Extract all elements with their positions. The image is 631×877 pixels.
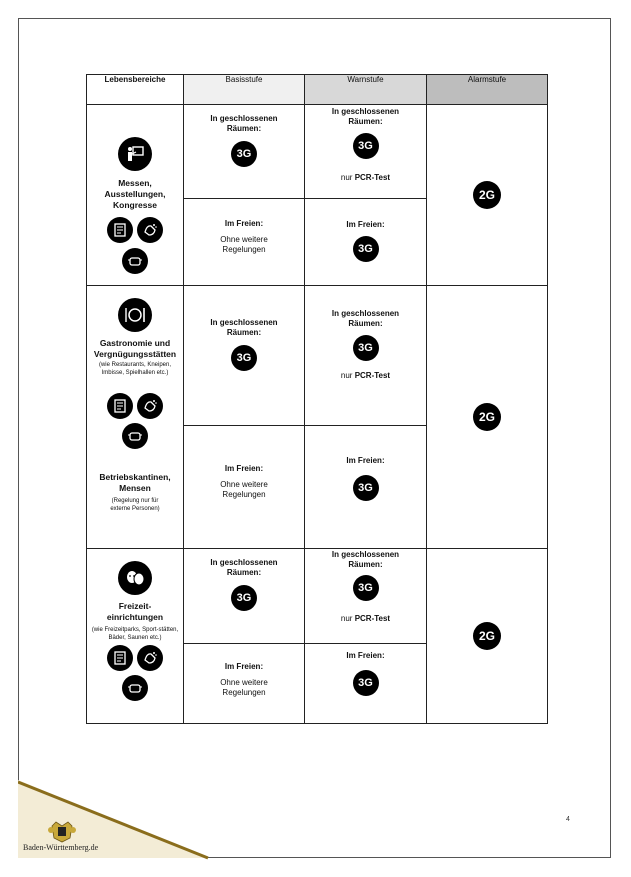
- warn-indoor-gastro: [305, 286, 427, 426]
- pcr-test: PCR-Test: [354, 173, 391, 182]
- document-icon: [107, 217, 133, 243]
- badge-3g: 3G: [231, 345, 257, 371]
- table-row: [87, 286, 548, 426]
- hand-wash-icon: [137, 393, 163, 419]
- warn-indoor-messen: [305, 105, 427, 199]
- alarm-freizeit: [427, 549, 548, 724]
- table-row: [87, 549, 548, 644]
- area-title: Messen, Ausstellungen, Kongresse: [104, 178, 166, 210]
- outdoor-label: Im Freien:: [346, 651, 385, 660]
- pcr-note: [305, 173, 426, 183]
- basis-indoor-freizeit: [184, 549, 305, 644]
- pcr-prefix: nur: [340, 371, 353, 380]
- badge-3g: 3G: [353, 335, 379, 361]
- pcr-test: PCR-Test: [354, 614, 391, 623]
- area-cell-freizeit: [87, 549, 184, 724]
- rules-table: [86, 74, 548, 724]
- document-icon: [107, 393, 133, 419]
- alarm-messen: [427, 105, 548, 286]
- badge-3g: 3G: [353, 670, 379, 696]
- basis-indoor-gastro: [184, 286, 305, 426]
- area-subtitle: (wie Restaurants, Kneipen, Imbisse, Spielhallen etc.): [98, 362, 172, 376]
- pcr-note: [305, 371, 426, 381]
- badge-2g: 2G: [473, 622, 501, 650]
- document-icon: [107, 645, 133, 671]
- hand-wash-icon: [137, 217, 163, 243]
- outdoor-label: Im Freien:: [224, 219, 264, 228]
- hand-wash-icon: [137, 645, 163, 671]
- badge-2g: 2G: [473, 403, 501, 431]
- pcr-prefix: nur: [340, 173, 353, 182]
- header-warnstufe: Warnstufe: [305, 75, 427, 105]
- theater-masks-icon: [118, 561, 152, 595]
- indoor-label: In geschlossenen Räumen:: [331, 107, 400, 126]
- badge-3g: 3G: [231, 141, 257, 167]
- outdoor-label: Im Freien:: [346, 220, 385, 229]
- presentation-icon: [118, 137, 152, 171]
- warn-outdoor-messen: [305, 199, 427, 286]
- page-number: 4: [566, 816, 570, 823]
- face-mask-icon: [122, 248, 148, 274]
- indoor-label: In geschlossenen Räumen:: [331, 550, 400, 569]
- header-alarmstufe: Alarmstufe: [427, 75, 548, 105]
- area-cell-messen: [87, 105, 184, 286]
- warn-outdoor-freizeit: [305, 644, 427, 724]
- area-subtitle-secondary: (Regelung nur für externe Personen): [110, 498, 160, 512]
- outdoor-label: Im Freien:: [224, 662, 264, 671]
- area-subtitle: (wie Freizeitparks, Sport-stätten, Bäder, Saunen etc.): [91, 627, 179, 641]
- no-rules-text: Ohne weitere Regelungen: [220, 235, 268, 254]
- face-mask-icon: [122, 423, 148, 449]
- table-row: [87, 105, 548, 199]
- basis-indoor-messen: [184, 105, 305, 199]
- indoor-label: In geschlossenen Räumen:: [210, 558, 278, 577]
- badge-2g: 2G: [473, 181, 501, 209]
- no-rules-text: Ohne weitere Regelungen: [220, 480, 268, 499]
- badge-3g: 3G: [353, 575, 379, 601]
- warn-indoor-freizeit: [305, 549, 427, 644]
- basis-outdoor-freizeit: [184, 644, 305, 724]
- alarm-gastro: [427, 286, 548, 549]
- outdoor-label: Im Freien:: [224, 464, 264, 473]
- logo-text[interactable]: Baden-Württemberg.de: [23, 843, 99, 852]
- badge-3g: 3G: [231, 585, 257, 611]
- pcr-test: PCR-Test: [354, 371, 391, 380]
- face-mask-icon: [122, 675, 148, 701]
- basis-outdoor-messen: [184, 199, 305, 286]
- pcr-note: [305, 614, 426, 624]
- badge-3g: 3G: [353, 475, 379, 501]
- area-title: Freizeit-einrichtungen: [106, 601, 164, 622]
- indoor-label: In geschlossenen Räumen:: [210, 114, 278, 133]
- pcr-prefix: nur: [340, 614, 353, 623]
- area-title-secondary: Betriebskantinen, Mensen: [99, 472, 171, 493]
- warn-outdoor-gastro: [305, 426, 427, 549]
- restaurant-icon: [118, 298, 152, 332]
- badge-3g: 3G: [353, 236, 379, 262]
- badge-3g: 3G: [353, 133, 379, 159]
- area-title: Gastronomie und Vergnügungsstätten: [93, 338, 177, 359]
- indoor-label: In geschlossenen Räumen:: [210, 318, 278, 337]
- table-header-row: [87, 75, 548, 105]
- header-lebensbereiche: Lebensbereiche: [87, 75, 184, 105]
- indoor-label: In geschlossenen Räumen:: [331, 309, 400, 328]
- outdoor-label: Im Freien:: [346, 456, 385, 465]
- area-cell-gastronomie: [87, 286, 184, 549]
- basis-outdoor-gastro: [184, 426, 305, 549]
- no-rules-text: Ohne weitere Regelungen: [220, 678, 268, 697]
- header-basisstufe: Basisstufe: [184, 75, 305, 105]
